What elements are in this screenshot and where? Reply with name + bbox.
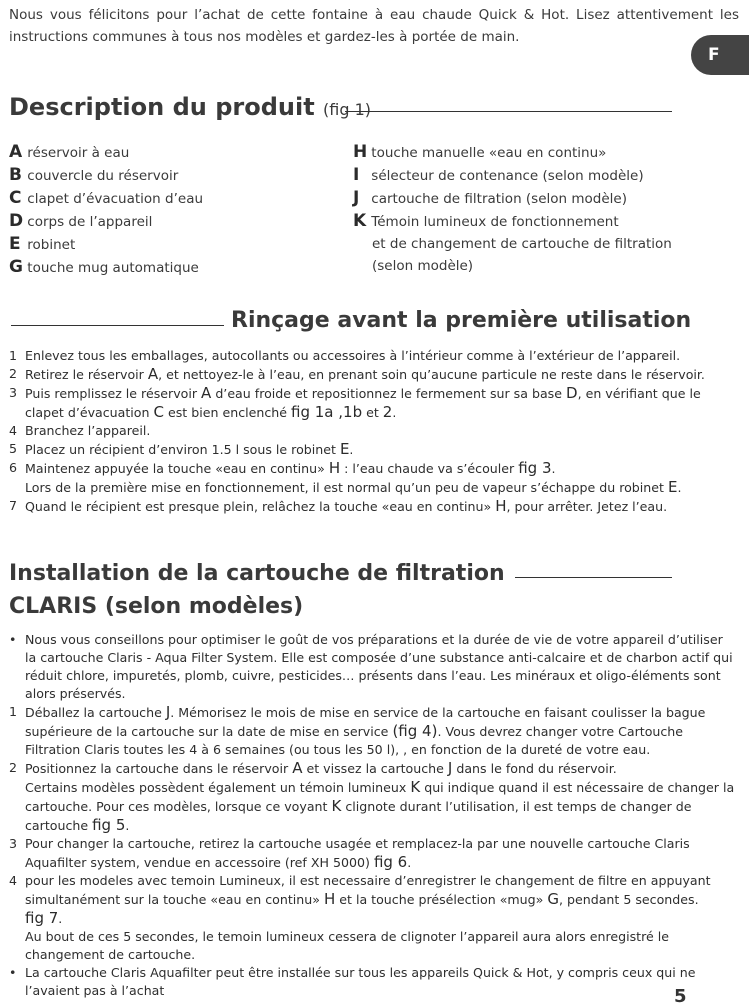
installation-step-3: 3 Pour changer la cartouche, retirez la cartouche usagée et remplacez-la par une nouvelle cartouche Claris Aquafilter system, vendue en accessoire (ref XH 5000) fig 6. [9,836,690,871]
installation-rule [515,577,672,578]
part-item: B couvercle du réservoir [9,165,179,185]
description-heading [9,93,371,121]
part-item: H touche manuelle «eau en continu» [353,142,607,162]
part-item: A réservoir à eau [9,142,130,162]
language-tab: F [691,35,749,75]
installation-steps [9,631,735,1000]
installation-step-4: 4 pour les modeles avec temoin Lumineux, il est necessaire d’enregistrer le changement de filtre en appuyant simultanément sur la touche «eau en continu» H et la touche présélection «mug» G, pendant 5 secondes. fig 7. Au bout de ces 5 secondes, le temoin lumineux cessera de clignoter l’appareil aura alors enregistré le changement de cartouche. [9,873,711,962]
part-item: G touche mug automatique [9,257,199,277]
installation-heading-line2: CLARIS (selon modèles) [9,594,304,619]
part-item: E robinet [9,234,76,254]
part-item-continuation: et de changement de cartouche de filtration [372,236,672,252]
rincage-step-4: 4 Branchez l’appareil. [9,423,151,438]
installation-step-2: 2 Positionnez la cartouche dans le réservoir A et vissez la cartouche J dans le fond du réservoir. Certains modèles possèdent également un témoin lumineux K qui indique quand il est nécessaire de changer la cartouche. Pour ces modèles, lorsque ce voyant K clignote durant l’utilisation, il est temps de changer de cartouche fig 5. [9,759,735,834]
installation-step-1: 1 Déballez la cartouche J. Mémorisez le mois de mise en service de la cartouche en faisant coulisser la bague supérieure de la cartouche sur la date de mise en service (fig 4). Vous devrez changer votre Cartouche Filtration Claris toutes les 4 à 6 semaines (ou tous les 50 l), , en fonction de la dureté de votre eau. [9,703,706,757]
part-item: C clapet d’évacuation d’eau [9,188,204,208]
rincage-step-1: 1 Enlevez tous les emballages, autocollants ou accessoires à l’intérieur comme à l’extérieur de l’appareil. [9,348,681,363]
rincage-heading: Rinçage avant la première utilisation [231,308,692,333]
description-title: Description du produit [9,93,315,121]
part-item: D corps de l’appareil [9,211,153,231]
description-rule [345,111,672,112]
parts-list-left [9,141,339,279]
part-item: K Témoin lumineux de fonctionnement [353,211,619,231]
parts-list-right [353,141,733,277]
installation-heading-line1: Installation de la cartouche de filtration [9,561,505,586]
rincage-steps [9,347,734,516]
intro-paragraph: Nous vous félicitons pour l’achat de cette fontaine à eau chaude Quick & Hot. Lisez attentivement les instructions communes à tous nos modèles et gardez-les à portée de main. [9,7,739,45]
rincage-step-6: 6 Maintenez appuyée la touche «eau en continu» H : l’eau chaude va s’écouler fig 3. Lors de la première mise en fonctionnement, il est normal qu’un peu de vapeur s’échappe du robinet E. [9,459,682,496]
rincage-step-5: 5 Placez un récipient d’environ 1.5 l sous le robinet E. [9,440,354,458]
rincage-step-3: 3 Puis remplissez le réservoir A d’eau froide et repositionnez le fermement sur sa base D, en vérifiant que le clapet d’évacuation C est bien enclenché fig 1a ,1b et 2. [9,384,701,421]
part-item-continuation: (selon modèle) [372,258,474,274]
rincage-rule [11,325,224,326]
rincage-step-7: 7 Quand le récipient est presque plein, relâchez la touche «eau en continu» H, pour arrêter. Jetez l’eau. [9,497,668,515]
installation-bullet-1: • Nous vous conseillons pour optimiser le goût de vos préparations et la durée de vie de votre appareil d’utiliser la cartouche Claris - Aqua Filter System. Elle est composée d’une substance anti-calcaire et de charbon actif qui réduit chlore, impuretés, plomb, cuivre, pesticides… présents dans l’eau. Les minéraux et oligo-éléments sont alors préservés. [9,632,733,701]
page-number: 5 [674,986,687,1007]
part-item: I sélecteur de contenance (selon modèle) [353,165,644,185]
installation-bullet-2: • La cartouche Claris Aquafilter peut être installée sur tous les appareils Quick & Hot, y compris ceux qui ne l’avaient pas à l’achat [9,965,696,998]
description-fig-ref: (fig 1) [323,100,372,119]
part-item: J cartouche de filtration (selon modèle) [353,188,627,208]
rincage-step-2: 2 Retirez le réservoir A, et nettoyez-le à l’eau, en prenant soin qu’aucune particule ne reste dans le réservoir. [9,365,705,383]
